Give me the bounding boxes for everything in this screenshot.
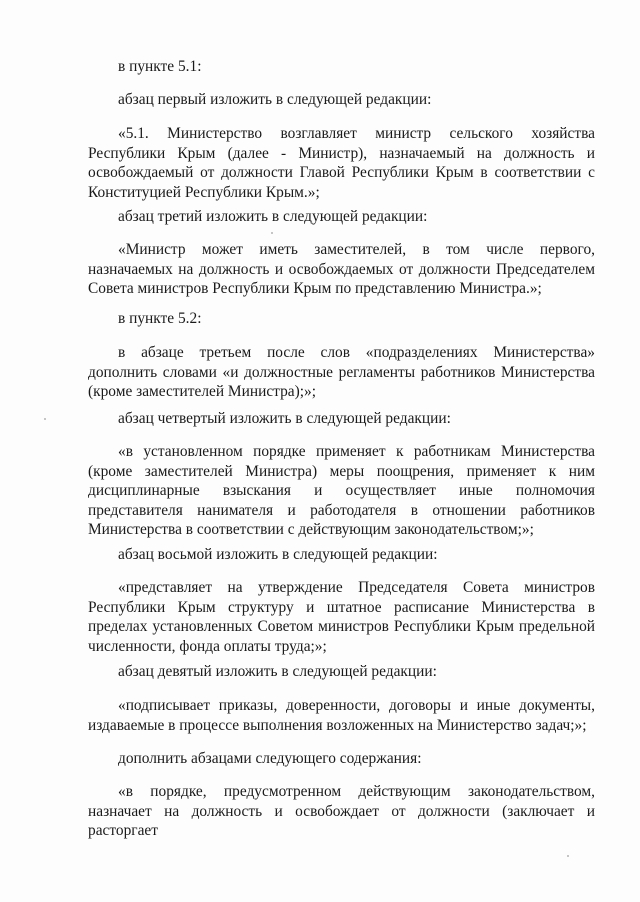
paragraph-point-5-2: в пункте 5.2:	[118, 310, 202, 327]
paragraph-appointment-continued: «в порядке, предусмотренном действующим законодательством, назначает на должность и освобождает от должности (заключает и расторгает	[88, 783, 595, 839]
scan-speck	[271, 232, 273, 234]
paragraph-signs-documents: «подписывает приказы, доверенности, договоры и иные документы, издаваемые в процессе выполнения возложенных на Министерство задач;»;	[88, 697, 595, 734]
paragraph-first-abzac-heading: абзац первый изложить в следующей редакции:	[118, 91, 432, 108]
paragraph-third-abzac-addition: в абзаце третьем после слов «подразделениях Министерства» дополнить словами «и должностные регламенты работников Министерства (кроме заместителей Министра);»;	[88, 344, 595, 400]
paragraph-personnel-powers: «в установленном порядке применяет к работникам Министерства (кроме заместителей Министра) меры поощрения, применяет к ним дисциплинарные взыскания и осуществляет иные полномочия представителя нанимателя и работодателя в отношении работников Министерства в соответствии с действующим законодательством;»;	[88, 443, 595, 538]
paragraph-5-1-text: «5.1. Министерство возглавляет министр сельского хозяйства Республики Крым (далее - Министр), назначаемый на должность и освобождаемый от должности Главой Республики Крым в соответствии с Конституцией Республики Крым.»;	[88, 125, 595, 201]
paragraph-minister-deputies: «Министр может иметь заместителей, в том числе первого, назначаемых на должность и освобождаемых от должности Председателем Совета министров Республики Крым по представлению Министра.»;	[88, 241, 595, 297]
paragraph-third-abzac-heading: абзац третий изложить в следующей редакции:	[118, 208, 428, 225]
paragraph-eighth-abzac-heading: абзац восьмой изложить в следующей редакции:	[118, 546, 438, 563]
paragraph-point-5-1: в пункте 5.1:	[118, 58, 202, 75]
scan-speck	[44, 418, 46, 420]
paragraph-ninth-abzac-heading: абзац девятый изложить в следующей редакции:	[118, 663, 437, 680]
paragraph-add-abzacs-heading: дополнить абзацами следующего содержания:	[118, 750, 422, 767]
scan-speck	[567, 855, 569, 857]
paragraph-staff-structure: «представляет на утверждение Председателя Совета министров Республики Крым структуру и штатное расписание Министерства в пределах установленных Советом министров Республики Крым предельной численности, фонда оплаты труда;»;	[88, 579, 595, 655]
paragraph-fourth-abzac-heading: абзац четвертый изложить в следующей редакции:	[118, 410, 451, 427]
